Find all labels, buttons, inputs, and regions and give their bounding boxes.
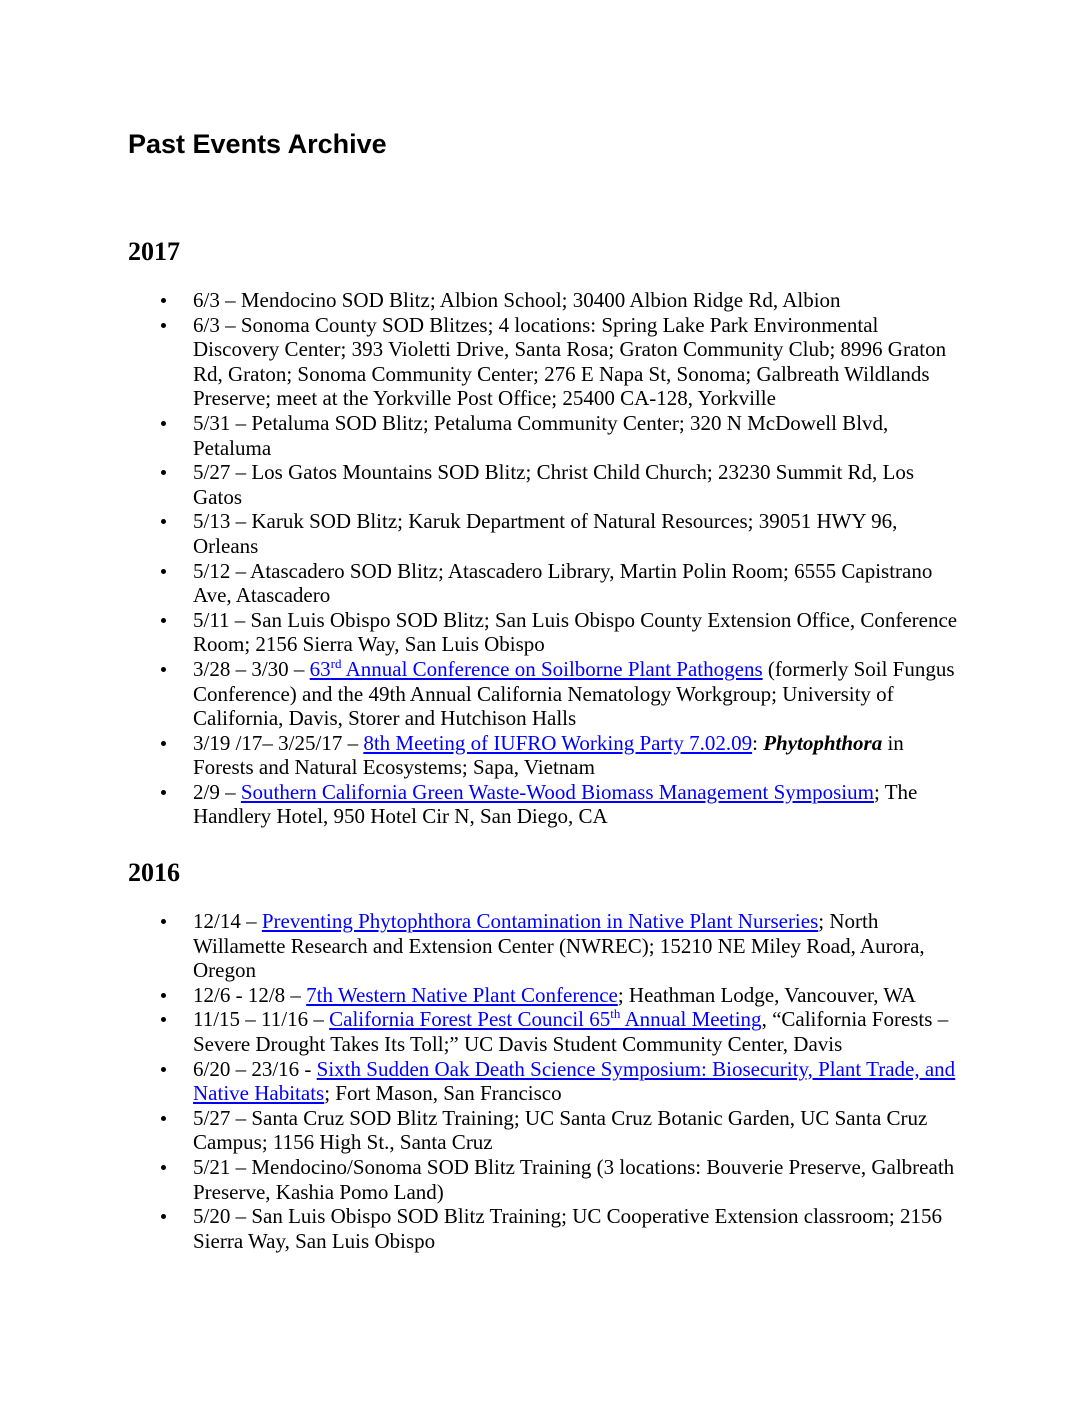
species-name: Phytophthora — [763, 730, 883, 755]
event-link[interactable]: Preventing Phytophthora Contamination in Native Plant Nurseries — [261, 909, 819, 934]
event-item: 5/31 – Petaluma SOD Blitz; Petaluma Community Center; 320 N McDowell Blvd, Petaluma — [193, 411, 965, 460]
event-item: 5/27 – Los Gatos Mountains SOD Blitz; Christ Child Church; 23230 Summit Rd, Los Gatos — [193, 460, 965, 509]
event-link[interactable]: 63rd Annual Conference on Soilborne Plant Pathogens — [309, 655, 763, 681]
event-item: 5/27 – Santa Cruz SOD Blitz Training; UC Santa Cruz Botanic Garden, UC Santa Cruz Campus; 1156 High St., Santa Cruz — [193, 1106, 965, 1155]
event-item: 5/12 – Atascadero SOD Blitz; Atascadero Library, Martin Polin Room; 6555 Capistrano Ave, Atascadero — [193, 559, 965, 608]
event-item: 5/11 – San Luis Obispo SOD Blitz; San Luis Obispo County Extension Office, Conference Room; 2156 Sierra Way, San Luis Obispo — [193, 608, 965, 657]
event-item: 12/6 - 12/8 – 7th Western Native Plant Conference; Heathman Lodge, Vancouver, WA — [193, 983, 965, 1008]
events-sections — [128, 238, 968, 1253]
event-item: 3/28 – 3/30 – 63rd Annual Conference on Soilborne Plant Pathogens (formerly Soil Fungus Conference) and the 49th Annual California Nematology Workgroup; University of California, Davis, Storer and Hutchison Halls — [193, 657, 965, 731]
event-link[interactable]: Southern California Green Waste-Wood Biomass Management Symposium — [240, 779, 874, 804]
event-item: 5/20 – San Luis Obispo SOD Blitz Training; UC Cooperative Extension classroom; 2156 Sierra Way, San Luis Obispo — [193, 1204, 965, 1253]
year-section — [128, 859, 968, 1253]
event-item: 12/14 – Preventing Phytophthora Contamination in Native Plant Nurseries; North Willamette Research and Extension Center (NWREC); 15210 NE Miley Road, Aurora, Oregon — [193, 909, 965, 983]
page-title: Past Events Archive — [128, 129, 387, 159]
event-item: 11/15 – 11/16 – California Forest Pest Council 65th Annual Meeting, “California Forests – Severe Drought Takes Its Toll;” UC Davis Student Community Center, Davis — [193, 1007, 965, 1056]
year-heading: 2016 — [128, 858, 180, 888]
event-item: 2/9 – Southern California Green Waste-Wood Biomass Management Symposium; The Handlery Hotel, 950 Hotel Cir N, San Diego, CA — [193, 780, 965, 829]
event-link[interactable]: 8th Meeting of IUFRO Working Party 7.02.09 — [363, 730, 753, 755]
year-section — [128, 238, 968, 829]
event-link[interactable]: 7th Western Native Plant Conference — [306, 982, 618, 1007]
event-link[interactable]: Sixth Sudden Oak Death Science Symposium: Biosecurity, Plant Trade, and Native Habitats — [193, 1056, 956, 1106]
event-link[interactable]: California Forest Pest Council 65th Annual Meeting — [329, 1006, 762, 1032]
event-item: 5/13 – Karuk SOD Blitz; Karuk Department of Natural Resources; 39051 HWY 96, Orleans — [193, 509, 965, 558]
ordinal-superscript: rd — [330, 655, 342, 671]
event-item: 6/3 – Sonoma County SOD Blitzes; 4 locations: Spring Lake Park Environmental Discovery Center; 393 Violetti Drive, Santa Rosa; Graton Community Club; 8996 Graton Rd, Graton; Sonoma Community Center; 276 E Napa St, Sonoma; Galbreath Wildlands Preserve; meet at the Yorkville Post Office; 25400 CA-128, Yorkville — [193, 313, 965, 411]
event-item: 3/19 /17– 3/25/17 – 8th Meeting of IUFRO Working Party 7.02.09: Phytophthora in Forests and Natural Ecosystems; Sapa, Vietnam — [193, 731, 965, 780]
ordinal-superscript: th — [610, 1006, 621, 1022]
year-heading: 2017 — [128, 237, 180, 266]
event-list — [128, 909, 965, 1253]
event-item: 6/3 – Mendocino SOD Blitz; Albion School; 30400 Albion Ridge Rd, Albion — [193, 288, 965, 313]
event-item: 6/20 – 23/16 - Sixth Sudden Oak Death Science Symposium: Biosecurity, Plant Trade, and Native Habitats; Fort Mason, San Francisco — [193, 1057, 965, 1106]
event-item: 5/21 – Mendocino/Sonoma SOD Blitz Training (3 locations: Bouverie Preserve, Galbreath Preserve, Kashia Pomo Land) — [193, 1155, 965, 1204]
event-list — [128, 288, 965, 829]
